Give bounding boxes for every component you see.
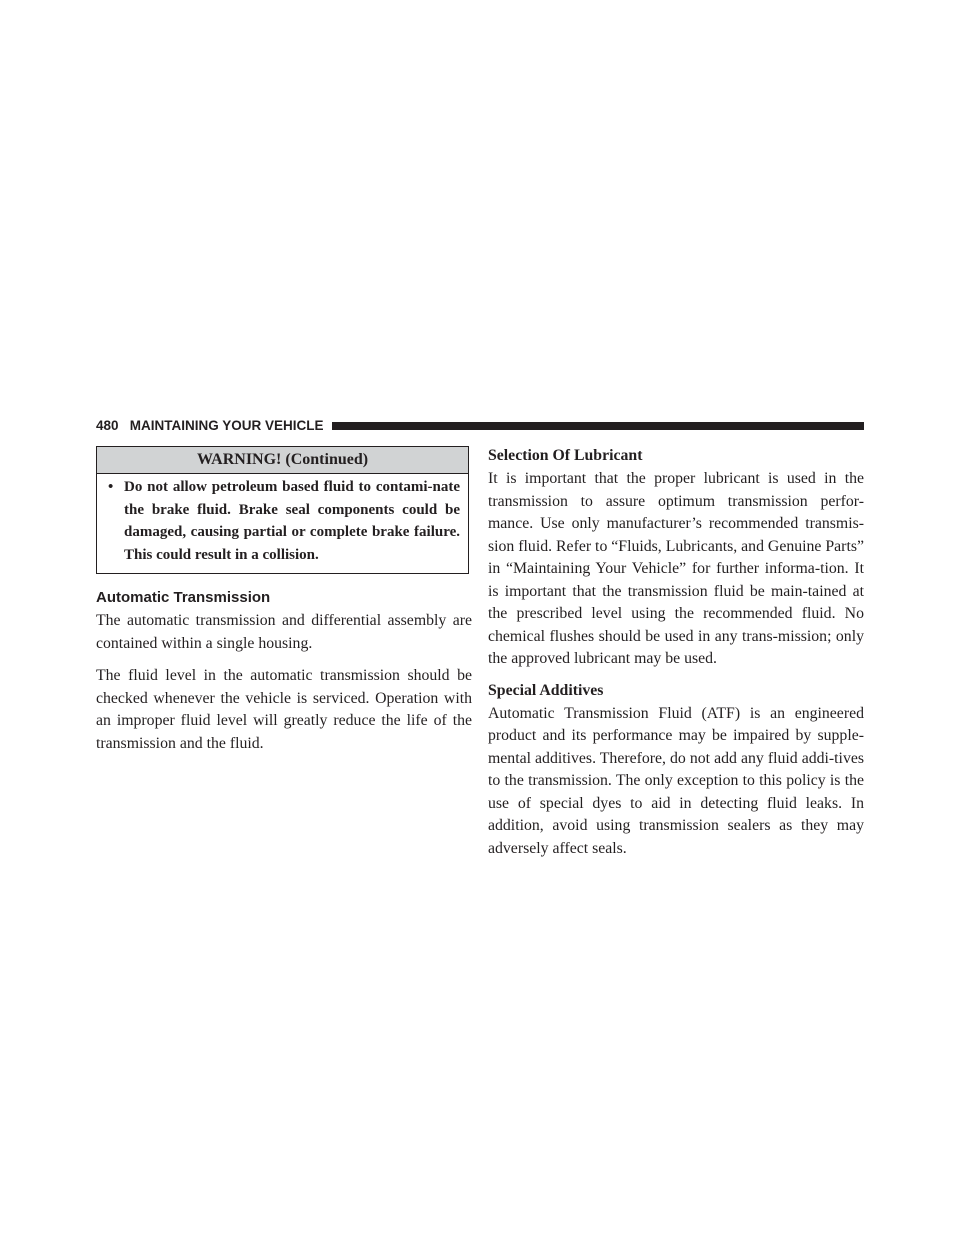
automatic-transmission-heading: Automatic Transmission <box>96 589 271 606</box>
page-header <box>96 418 864 434</box>
automatic-transmission-paragraph-2: The fluid level in the automatic transmission should be checked whenever the vehicle is serviced. Operation with an improper fluid level will greatly reduce the life of the transmission and the fluid. <box>96 667 472 752</box>
special-additives-heading: Special Additives <box>488 681 604 699</box>
selection-of-lubricant-heading: Selection Of Lubricant <box>488 447 643 464</box>
page-header-text <box>96 418 332 434</box>
right-column <box>488 446 864 870</box>
bullet-icon: • <box>108 479 114 495</box>
warning-title: WARNING! (Continued) <box>97 447 468 474</box>
warning-box <box>96 446 469 574</box>
special-additives-paragraph: Automatic Transmission Fluid (ATF) is an engineered product and its performance may be impaired by supple-mental additives. Therefore, do not add any fluid addi-tives to the transmission. The only exception to this policy is the use of special dyes to aid in detecting fluid leaks. In addition, avoid using transmission sealers as they may adversely affect seals. <box>488 704 864 857</box>
left-column <box>96 446 472 765</box>
automatic-transmission-paragraph-1: The automatic transmission and differential assembly are contained within a single housing. <box>96 612 472 652</box>
warning-text: Do not allow petroleum based fluid to contami-nate the brake fluid. Brake seal components could be damaged, causing partial or complete brake failure. This could result in a collision. <box>124 479 460 563</box>
warning-item <box>97 474 468 573</box>
page-number: 480 <box>96 418 119 433</box>
section-title: MAINTAINING YOUR VEHICLE <box>129 418 324 433</box>
selection-of-lubricant-paragraph: It is important that the proper lubricant is used in the transmission to assure optimum transmission perfor-mance. Use only manufacturer’s recommended transmis-sion fluid. Refer to “Fluids, Lubricants, and Genuine Parts” in “Maintaining Your Vehicle” for further informa-tion. It is important that the transmission fluid be main-tained at the prescribed level using the recommended fluid. No chemical flushes should be used in any trans-mission; only the approved lubricant may be used. <box>488 470 864 667</box>
